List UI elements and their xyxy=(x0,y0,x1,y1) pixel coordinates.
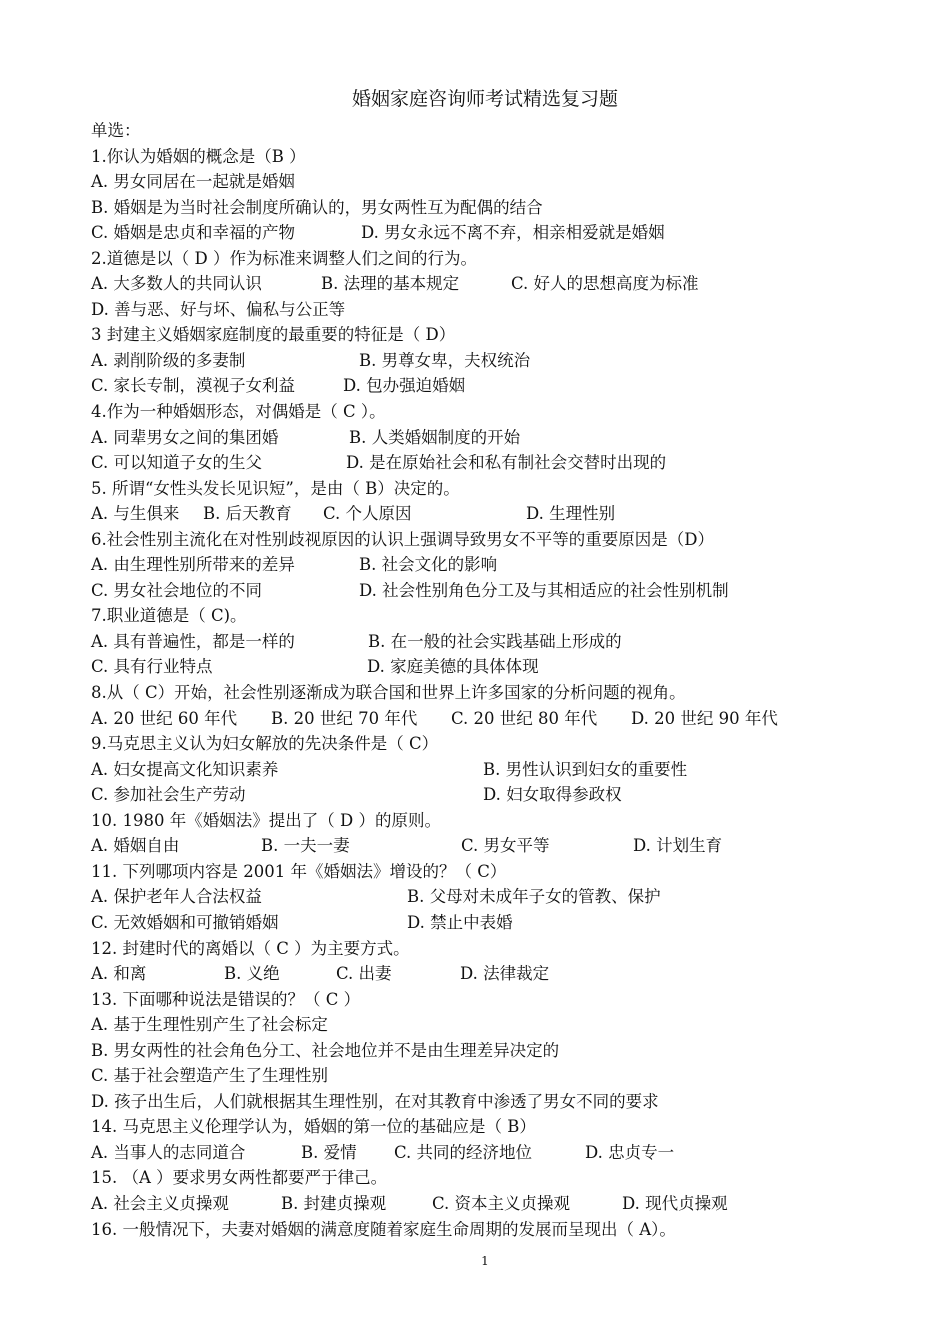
option-text: D. 20 世纪 90 年代 xyxy=(631,708,778,728)
line-text: B. 婚姻是为当时社会制度所确认的，男女两性互为配偶的结合 xyxy=(91,197,543,217)
option-text: B. 父母对未成年子女的管教、保护 xyxy=(407,887,661,907)
option-text: B. 一夫一妻 xyxy=(261,836,350,856)
question-line xyxy=(91,501,911,527)
option-text: C. 20 世纪 80 年代 xyxy=(451,708,598,728)
line-text: 4.作为一种婚姻形态，对偶婚是（ C ）。 xyxy=(91,402,386,422)
option-text: D. 社会性别角色分工及与其相适应的社会性别机制 xyxy=(359,580,729,600)
option-text: D. 男女永远不离不弃，相亲相爱就是婚姻 xyxy=(361,223,665,243)
option-text: C. 好人的思想高度为标准 xyxy=(511,274,699,294)
question-line xyxy=(91,169,911,195)
question-line xyxy=(91,910,911,936)
question-line xyxy=(91,1089,911,1115)
question-line xyxy=(91,987,911,1013)
option-text: D. 家庭美德的具体体现 xyxy=(367,657,539,677)
question-line xyxy=(91,552,911,578)
section-label: 单选： xyxy=(91,121,141,140)
line-text: A. 社会主义贞操观 xyxy=(91,1193,229,1213)
option-text: D. 包办强迫婚姻 xyxy=(343,376,466,396)
option-text: D. 禁止中表婚 xyxy=(407,912,513,932)
line-text: 11. 下列哪项内容是 2001 年《婚姻法》增设的？（ C） xyxy=(91,861,507,881)
question-line xyxy=(91,706,911,732)
option-text: B. 男性认识到妇女的重要性 xyxy=(483,759,688,779)
line-text: A. 基于生理性别产生了社会标定 xyxy=(91,1015,328,1035)
line-text: A. 剥削阶级的多妻制 xyxy=(91,350,246,370)
line-text: A. 20 世纪 60 年代 xyxy=(91,708,238,728)
line-text: 12. 封建时代的离婚以（ C ）为主要方式。 xyxy=(91,938,410,958)
document-title: 婚姻家庭咨询师考试精选复习题 xyxy=(351,88,618,110)
question-line xyxy=(91,1063,911,1089)
line-text: 15. （A ）要求男女两性都要严于律己。 xyxy=(91,1168,388,1188)
line-text: C. 无效婚姻和可撤销婚姻 xyxy=(91,912,279,932)
question-line xyxy=(91,297,911,323)
question-line xyxy=(91,373,911,399)
question-line xyxy=(91,1038,911,1064)
question-line xyxy=(91,859,911,885)
option-text: B. 社会文化的影响 xyxy=(359,555,498,575)
line-text: C. 男女社会地位的不同 xyxy=(91,580,263,600)
question-line xyxy=(91,144,911,170)
question-line xyxy=(91,425,911,451)
line-text: D. 善与恶、好与坏、偏私与公正等 xyxy=(91,299,346,319)
line-text: 7.职业道德是（ C)。 xyxy=(91,606,247,626)
option-text: B. 后天教育 xyxy=(203,504,292,524)
line-text: 3 封建主义婚姻家庭制度的最重要的特征是（ D） xyxy=(91,325,456,345)
page-number: 1 xyxy=(481,1254,489,1268)
question-line xyxy=(91,527,911,553)
question-list xyxy=(91,118,911,1242)
question-line xyxy=(91,220,911,246)
line-text: 13. 下面哪种说法是错误的？（ C ） xyxy=(91,989,361,1009)
option-text: C. 资本主义贞操观 xyxy=(432,1193,571,1213)
question-line xyxy=(91,450,911,476)
question-line xyxy=(91,808,911,834)
option-text: B. 法理的基本规定 xyxy=(321,274,460,294)
line-text: 10. 1980 年《婚姻法》提出了（ D ）的原则。 xyxy=(91,810,441,830)
line-text: A. 当事人的志同道合 xyxy=(91,1142,246,1162)
line-text: 8.从（ C）开始，社会性别逐渐成为联合国和世界上许多国家的分析问题的视角。 xyxy=(91,683,686,703)
line-text: C. 家长专制，漠视子女利益 xyxy=(91,376,296,396)
line-text: 9.马克思主义认为妇女解放的先决条件是（ C） xyxy=(91,734,439,754)
line-text: 2.道德是以（ D ）作为标准来调整人们之间的行为。 xyxy=(91,248,477,268)
option-text: D. 妇女取得参政权 xyxy=(483,785,622,805)
option-text: D. 是在原始社会和私有制社会交替时出现的 xyxy=(346,453,667,473)
line-text: C. 婚姻是忠贞和幸福的产物 xyxy=(91,223,296,243)
option-text: D. 现代贞操观 xyxy=(622,1193,728,1213)
question-line xyxy=(91,348,911,374)
question-line xyxy=(91,629,911,655)
option-text: B. 人类婚姻制度的开始 xyxy=(349,427,521,447)
question-line xyxy=(91,731,911,757)
option-text: D. 计划生育 xyxy=(633,836,723,856)
question-line xyxy=(91,1165,911,1191)
option-text: B. 在一般的社会实践基础上形成的 xyxy=(368,631,622,651)
question-line xyxy=(91,936,911,962)
line-text: A. 妇女提高文化知识素养 xyxy=(91,759,279,779)
option-text: B. 男尊女卑，夫权统治 xyxy=(359,350,531,370)
line-text: A. 大多数人的共同认识 xyxy=(91,274,262,294)
line-text: 14. 马克思主义伦理学认为，婚姻的第一位的基础应是（ B） xyxy=(91,1117,536,1137)
line-text: B. 男女两性的社会角色分工、社会地位并不是由生理差异决定的 xyxy=(91,1040,560,1060)
line-text: A. 与生俱来 xyxy=(91,504,180,524)
option-text: B. 封建贞操观 xyxy=(281,1193,387,1213)
line-text: A. 婚姻自由 xyxy=(91,836,180,856)
question-line xyxy=(91,1140,911,1166)
question-line xyxy=(91,782,911,808)
question-line xyxy=(91,654,911,680)
question-line xyxy=(91,246,911,272)
line-text: C. 参加社会生产劳动 xyxy=(91,785,246,805)
question-line xyxy=(91,603,911,629)
line-text: C. 具有行业特点 xyxy=(91,657,213,677)
line-text: A. 和离 xyxy=(91,964,147,984)
question-line xyxy=(91,833,911,859)
option-text: C. 共同的经济地位 xyxy=(394,1142,533,1162)
question-line xyxy=(91,399,911,425)
option-text: B. 爱情 xyxy=(301,1142,357,1162)
line-text: A. 由生理性别所带来的差异 xyxy=(91,555,295,575)
question-line xyxy=(91,1012,911,1038)
question-line xyxy=(91,680,911,706)
option-text: D. 生理性别 xyxy=(526,504,616,524)
line-text: C. 可以知道子女的生父 xyxy=(91,453,263,473)
option-text: B. 义绝 xyxy=(224,964,280,984)
option-text: C. 男女平等 xyxy=(461,836,550,856)
line-text: C. 基于社会塑造产生了生理性别 xyxy=(91,1066,329,1086)
line-text: 6.社会性别主流化在对性别歧视原因的认识上强调导致男女不平等的重要原因是（D） xyxy=(91,529,714,549)
option-text: C. 出妻 xyxy=(336,964,392,984)
line-text: 5. 所谓“女性头发长见识短”，是由（ B）决定的。 xyxy=(91,478,460,498)
question-line xyxy=(91,195,911,221)
option-text: D. 忠贞专一 xyxy=(585,1142,675,1162)
question-line xyxy=(91,322,911,348)
line-text: 16. 一般情况下，夫妻对婚姻的满意度随着家庭生命周期的发展而呈现出（ A）。 xyxy=(91,1219,676,1239)
option-text: D. 法律裁定 xyxy=(460,964,550,984)
line-text: A. 具有普遍性，都是一样的 xyxy=(91,631,295,651)
question-line xyxy=(91,578,911,604)
line-text: D. 孩子出生后，人们就根据其生理性别，在对其教育中渗透了男女不同的要求 xyxy=(91,1091,659,1111)
option-text: B. 20 世纪 70 年代 xyxy=(271,708,418,728)
question-line xyxy=(91,1217,911,1243)
question-line xyxy=(91,1191,911,1217)
question-line xyxy=(91,757,911,783)
question-line xyxy=(91,476,911,502)
line-text: 1.你认为婚姻的概念是（B ） xyxy=(91,146,306,166)
question-line xyxy=(91,1114,911,1140)
question-line xyxy=(91,961,911,987)
line-text: A. 同辈男女之间的集团婚 xyxy=(91,427,279,447)
option-text: C. 个人原因 xyxy=(323,504,412,524)
line-text: A. 保护老年人合法权益 xyxy=(91,887,262,907)
line-text: A. 男女同居在一起就是婚姻 xyxy=(91,172,295,192)
question-line xyxy=(91,884,911,910)
question-line xyxy=(91,271,911,297)
